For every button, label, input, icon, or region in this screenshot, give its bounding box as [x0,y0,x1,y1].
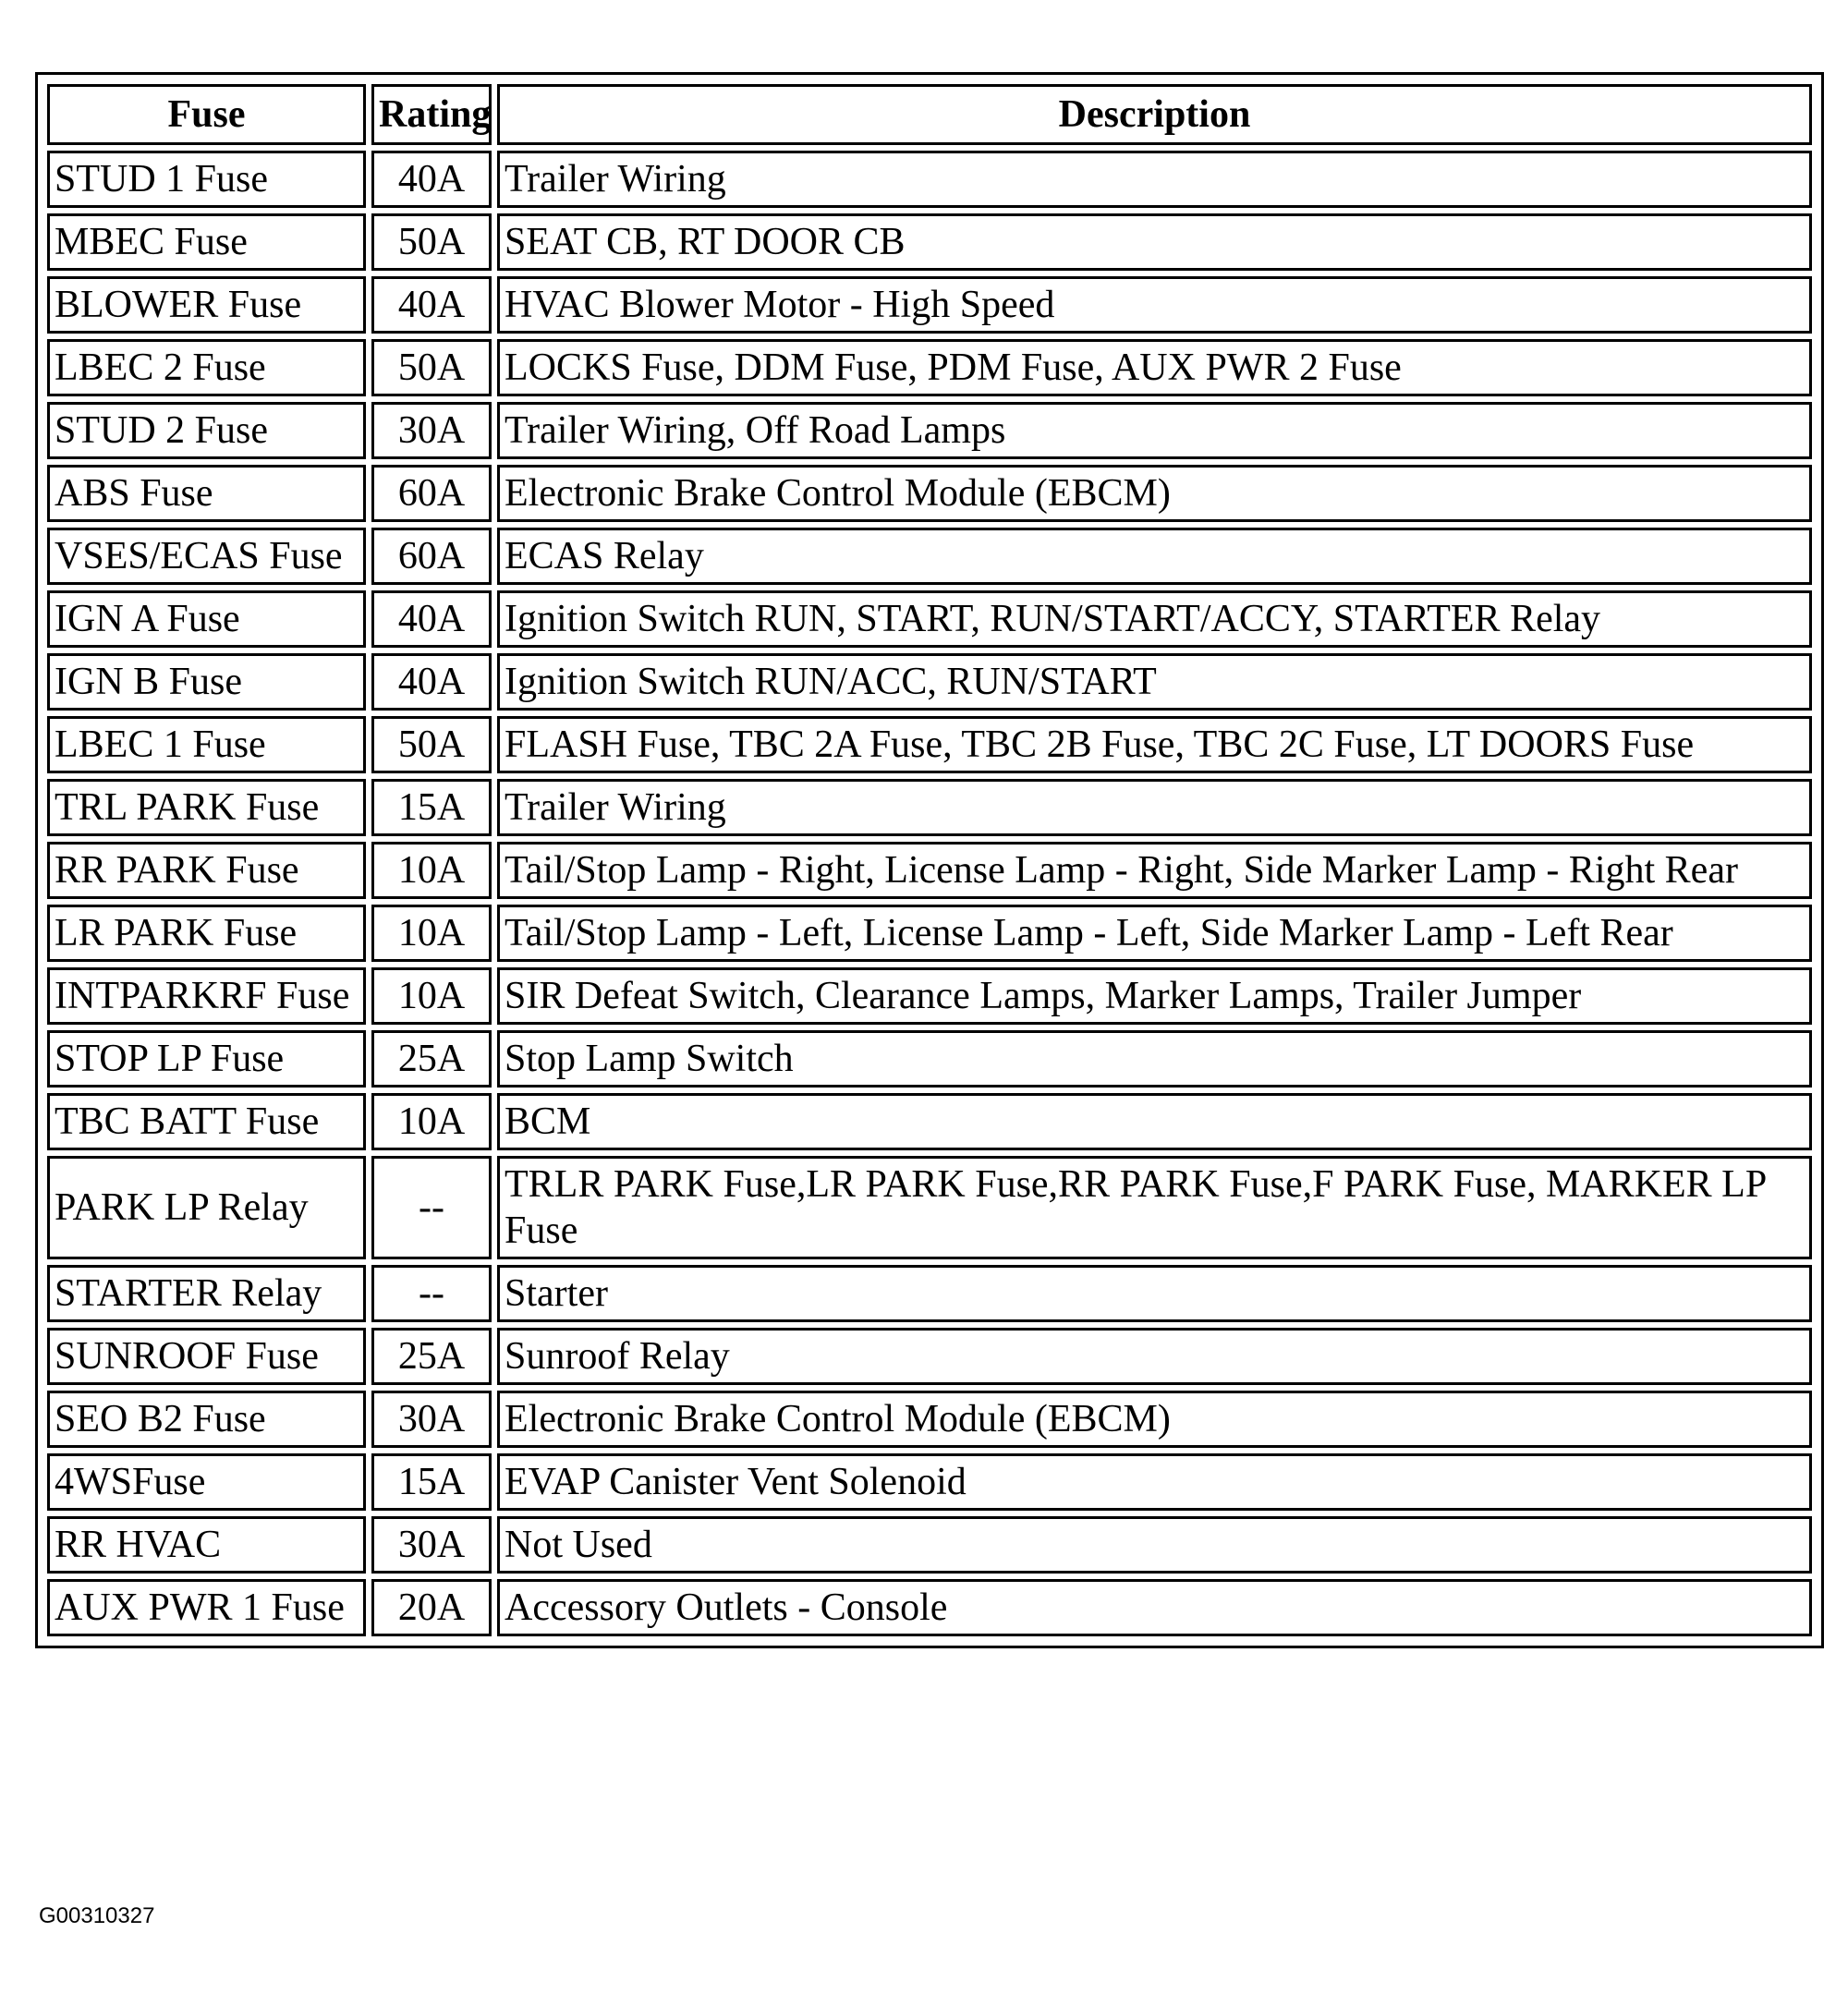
table-row [47,276,1812,334]
rating-cell: 30A [371,1516,492,1574]
rating-cell: 60A [371,528,492,585]
figure-id: G00310327 [39,1903,155,1928]
fuse-cell: INTPARKRF Fuse [47,967,366,1025]
rating-cell: 10A [371,967,492,1025]
rating-cell: 10A [371,842,492,899]
rating-cell: 10A [371,1093,492,1150]
table-row [47,1579,1812,1636]
rating-cell: 25A [371,1328,492,1385]
fuse-cell: RR HVAC [47,1516,366,1574]
fuse-cell: IGN A Fuse [47,590,366,648]
description-cell: ECAS Relay [497,528,1812,585]
table-row [47,1265,1812,1322]
description-cell: TRLR PARK Fuse,LR PARK Fuse,RR PARK Fuse,F PARK Fuse, MARKER LP Fuse [497,1156,1812,1259]
rating-cell: 40A [371,653,492,711]
table-row [47,590,1812,648]
column-header-fuse: Fuse [47,84,366,145]
description-cell: HVAC Blower Motor - High Speed [497,276,1812,334]
fuse-cell: STARTER Relay [47,1265,366,1322]
description-cell: LOCKS Fuse, DDM Fuse, PDM Fuse, AUX PWR 2 Fuse [497,339,1812,396]
rating-cell: 15A [371,1453,492,1511]
fuse-cell: MBEC Fuse [47,213,366,271]
table-row [47,1391,1812,1448]
fuse-cell: BLOWER Fuse [47,276,366,334]
rating-cell: 10A [371,905,492,962]
rating-cell: -- [371,1265,492,1322]
rating-cell: 20A [371,1579,492,1636]
rating-cell: 30A [371,402,492,459]
description-cell: SEAT CB, RT DOOR CB [497,213,1812,271]
column-header-description: Description [497,84,1812,145]
fuse-cell: TRL PARK Fuse [47,779,366,836]
table-row [47,1516,1812,1574]
rating-cell: 50A [371,339,492,396]
description-cell: SIR Defeat Switch, Clearance Lamps, Marker Lamps, Trailer Jumper [497,967,1812,1025]
description-cell: Starter [497,1265,1812,1322]
description-cell: Not Used [497,1516,1812,1574]
fuse-cell: LBEC 2 Fuse [47,339,366,396]
description-cell: BCM [497,1093,1812,1150]
fuse-cell: 4WSFuse [47,1453,366,1511]
table-row [47,967,1812,1025]
table-row [47,339,1812,396]
rating-cell: 40A [371,276,492,334]
fuse-table [42,79,1818,1642]
description-cell: Electronic Brake Control Module (EBCM) [497,1391,1812,1448]
table-row [47,1030,1812,1088]
fuse-cell: STOP LP Fuse [47,1030,366,1088]
table-row [47,716,1812,773]
fuse-cell: RR PARK Fuse [47,842,366,899]
table-row [47,1156,1812,1259]
rating-cell: 50A [371,716,492,773]
fuse-cell: SUNROOF Fuse [47,1328,366,1385]
table-row [47,905,1812,962]
rating-cell: -- [371,1156,492,1259]
description-cell: Trailer Wiring [497,151,1812,208]
fuse-table-frame [35,72,1824,1648]
header-row [47,84,1812,145]
description-cell: Tail/Stop Lamp - Left, License Lamp - Left, Side Marker Lamp - Left Rear [497,905,1812,962]
fuse-cell: PARK LP Relay [47,1156,366,1259]
rating-cell: 30A [371,1391,492,1448]
description-cell: Trailer Wiring, Off Road Lamps [497,402,1812,459]
table-row [47,1453,1812,1511]
rating-cell: 15A [371,779,492,836]
table-row [47,528,1812,585]
table-row [47,1328,1812,1385]
table-row [47,1093,1812,1150]
fuse-cell: TBC BATT Fuse [47,1093,366,1150]
table-row [47,653,1812,711]
description-cell: Stop Lamp Switch [497,1030,1812,1088]
fuse-cell: IGN B Fuse [47,653,366,711]
description-cell: Sunroof Relay [497,1328,1812,1385]
description-cell: Ignition Switch RUN, START, RUN/START/ACCY, STARTER Relay [497,590,1812,648]
table-row [47,779,1812,836]
fuse-cell: AUX PWR 1 Fuse [47,1579,366,1636]
rating-cell: 25A [371,1030,492,1088]
description-cell: Accessory Outlets - Console [497,1579,1812,1636]
description-cell: EVAP Canister Vent Solenoid [497,1453,1812,1511]
rating-cell: 40A [371,151,492,208]
description-cell: FLASH Fuse, TBC 2A Fuse, TBC 2B Fuse, TBC 2C Fuse, LT DOORS Fuse [497,716,1812,773]
description-cell: Electronic Brake Control Module (EBCM) [497,465,1812,522]
rating-cell: 50A [371,213,492,271]
rating-cell: 40A [371,590,492,648]
fuse-cell: ABS Fuse [47,465,366,522]
fuse-cell: STUD 2 Fuse [47,402,366,459]
description-cell: Ignition Switch RUN/ACC, RUN/START [497,653,1812,711]
description-cell: Trailer Wiring [497,779,1812,836]
fuse-cell: VSES/ECAS Fuse [47,528,366,585]
table-row [47,151,1812,208]
table-row [47,465,1812,522]
description-cell: Tail/Stop Lamp - Right, License Lamp - Right, Side Marker Lamp - Right Rear [497,842,1812,899]
fuse-cell: LR PARK Fuse [47,905,366,962]
table-row [47,842,1812,899]
rating-cell: 60A [371,465,492,522]
column-header-rating: Rating [371,84,492,145]
fuse-cell: SEO B2 Fuse [47,1391,366,1448]
table-row [47,402,1812,459]
table-row [47,213,1812,271]
table-body [47,151,1812,1636]
fuse-cell: STUD 1 Fuse [47,151,366,208]
fuse-cell: LBEC 1 Fuse [47,716,366,773]
